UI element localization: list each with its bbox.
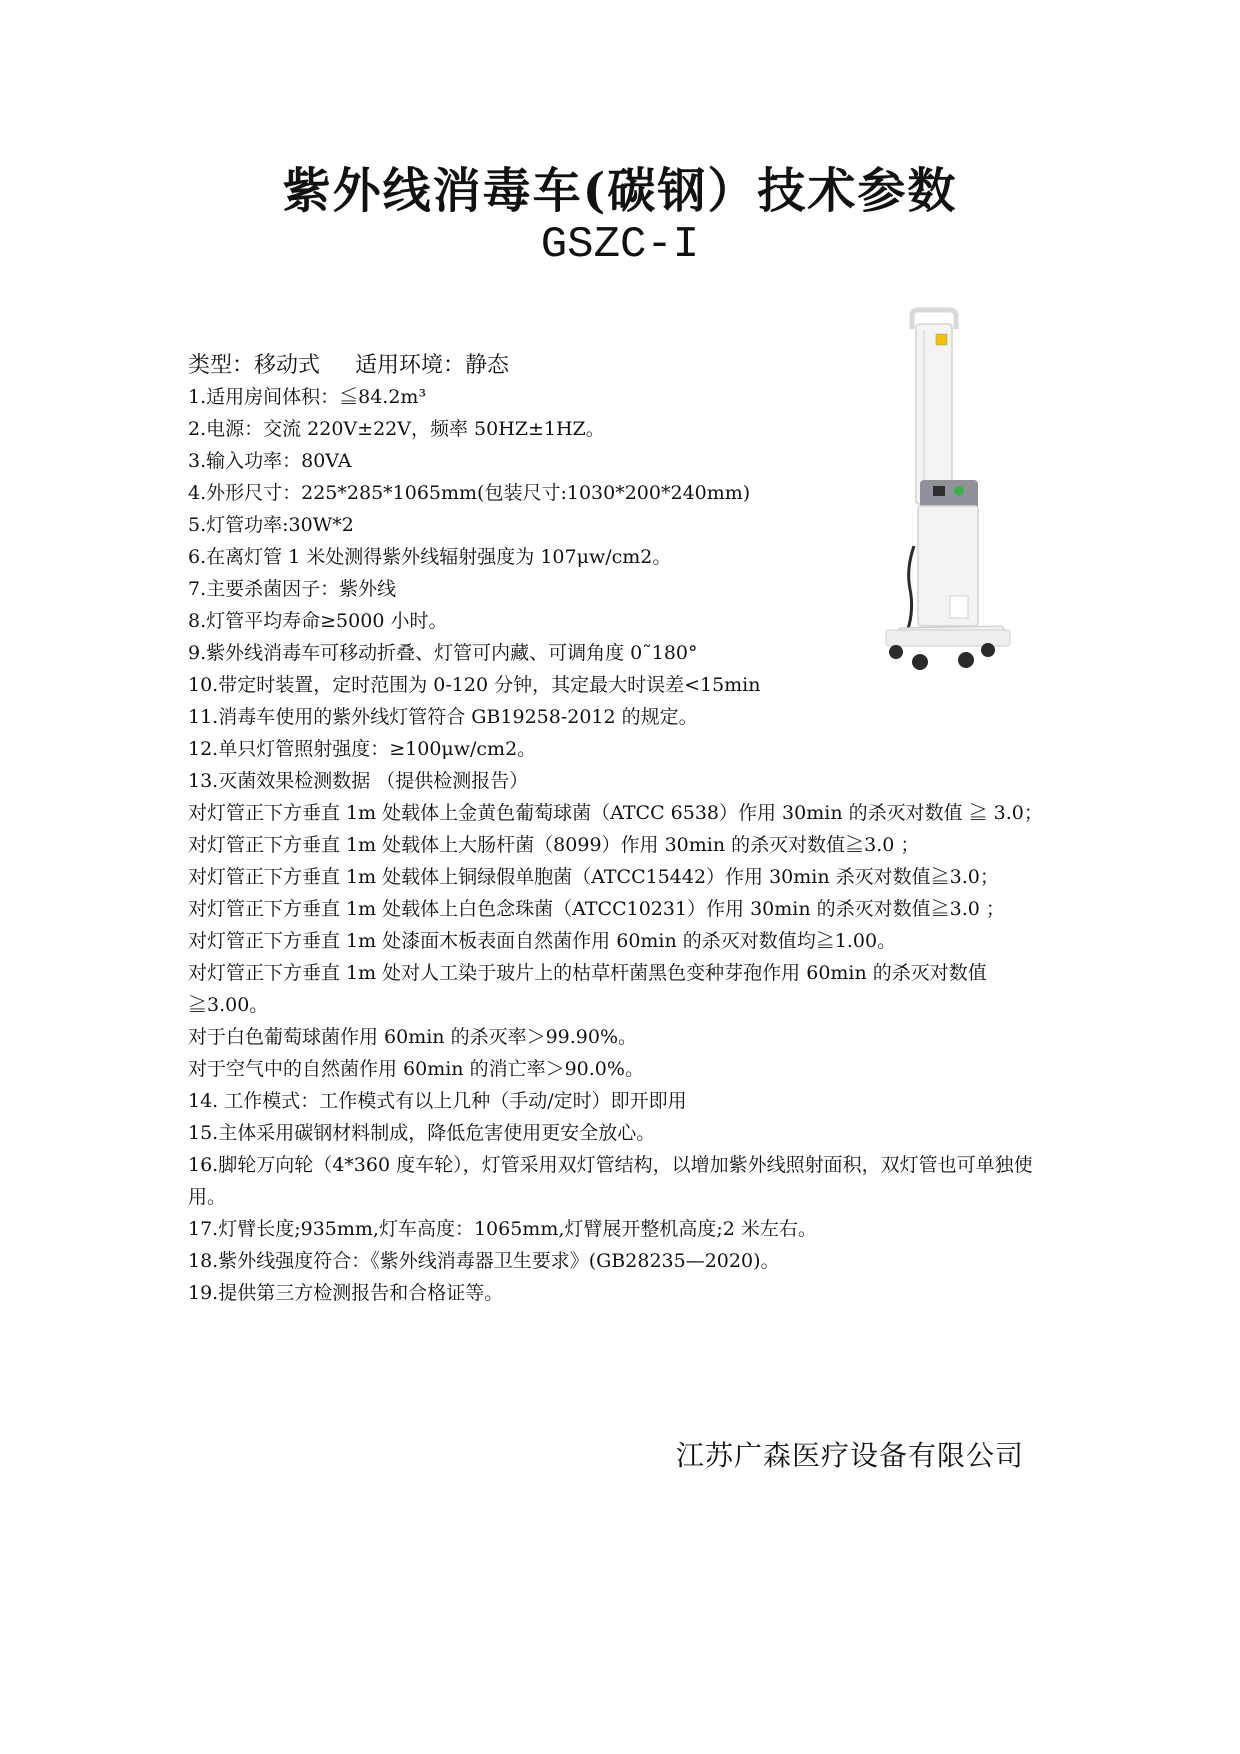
spec-item: 15.主体采用碳钢材料制成，降低危害使用更安全放心。	[188, 1122, 656, 1144]
power-cord-icon	[908, 546, 914, 629]
spec-item: 6.在离灯管 1 米处测得紫外线辐射强度为 107μw/cm2。	[188, 546, 672, 568]
spec-item: 17.灯臂长度;935mm,灯车高度：1065mm,灯臂展开整机高度;2 米左右。	[188, 1218, 817, 1240]
wheel-icon	[889, 645, 903, 659]
spec-item: 14. 工作模式：工作模式有以上几种（手动/定时）即开即用	[188, 1090, 687, 1112]
model-number: GSZC-I	[540, 220, 700, 270]
spec-item: 19.提供第三方检测报告和合格证等。	[188, 1282, 504, 1304]
test-result-item: 对灯管正下方垂直 1m 处对人工染于玻片上的枯草杆菌黑色变种芽孢作用 60min 的杀灭对数值≧3.00。	[188, 962, 987, 1016]
spec-item: 18.紫外线强度符合：《紫外线消毒器卫生要求》(GB28235—2020)。	[188, 1250, 780, 1272]
spec-item: 3.输入功率：80VA	[188, 450, 352, 472]
spec-item: 10.带定时装置，定时范围为 0-120 分钟，其定最大时误差<15min	[188, 674, 761, 696]
lamp-column	[916, 324, 952, 504]
test-result-item: 对灯管正下方垂直 1m 处漆面木板表面自然菌作用 60min 的杀灭对数值均≧1.00。	[188, 930, 897, 952]
spec-item: 8.灯管平均寿命≥5000 小时。	[188, 610, 448, 632]
test-result-item: 对于白色葡萄球菌作用 60min 的杀灭率＞99.90%。	[188, 1026, 638, 1048]
type-environment-line: 类型：移动式 适用环境：静态	[188, 353, 509, 378]
spec-item: 2.电源：交流 220V±22V，频率 50HZ±1HZ。	[188, 418, 605, 440]
company-name: 江苏广森医疗设备有限公司	[676, 1439, 1025, 1472]
spec-item: 4.外形尺寸：225*285*1065mm(包装尺寸:1030*200*240mm)	[188, 482, 751, 504]
uv-cart-illustration	[812, 284, 1070, 704]
test-result-item: 对灯管正下方垂直 1m 处载体上白色念珠菌（ATCC10231）作用 30min 的杀灭对数值≧3.0 ；	[188, 898, 1005, 920]
spec-item: 7.主要杀菌因子：紫外线	[188, 578, 397, 600]
wheel-icon	[981, 643, 995, 657]
display-icon	[933, 486, 945, 496]
test-result-item: 对于空气中的自然菌作用 60min 的消亡率＞90.0%。	[188, 1058, 644, 1080]
page-title: 紫外线消毒车(碳钢）技术参数	[282, 163, 958, 219]
spec-item: 12.单只灯管照射强度：≥100μw/cm2。	[188, 738, 537, 760]
spec-item: 16.脚轮万向轮（4*360 度车轮），灯管采用双灯管结构，以增加紫外线照射面积，双灯管也可单独使用。	[188, 1154, 1033, 1208]
warning-label-icon	[936, 334, 947, 345]
cart-body	[918, 506, 978, 626]
test-result-item: 对灯管正下方垂直 1m 处载体上铜绿假单胞菌（ATCC15442）作用 30min 杀灭对数值≧3.0；	[188, 866, 999, 888]
test-result-item: 对灯管正下方垂直 1m 处载体上金黄色葡萄球菌（ATCC 6538）作用 30min 的杀灭对数值 ≧ 3.0；	[188, 802, 1043, 824]
test-result-item: 对灯管正下方垂直 1m 处载体上大肠杆菌（8099）作用 30min 的杀灭对数值≧3.0 ；	[188, 834, 920, 856]
spec-item: 13.灭菌效果检测数据 （提供检测报告）	[188, 770, 529, 792]
wheel-icon	[958, 652, 974, 668]
spec-item: 5.灯管功率:30W*2	[188, 514, 354, 536]
spec-item: 9.紫外线消毒车可移动折叠、灯管可内藏、可调角度 0˜180°	[188, 642, 698, 664]
rating-label-icon	[950, 596, 968, 618]
spec-item: 11.消毒车使用的紫外线灯管符合 GB19258-2012 的规定。	[188, 706, 698, 728]
wheel-icon	[912, 654, 928, 670]
product-photo	[812, 284, 1070, 704]
spec-item: 1.适用房间体积：≦84.2m³	[188, 386, 427, 408]
power-switch-icon	[954, 486, 964, 496]
